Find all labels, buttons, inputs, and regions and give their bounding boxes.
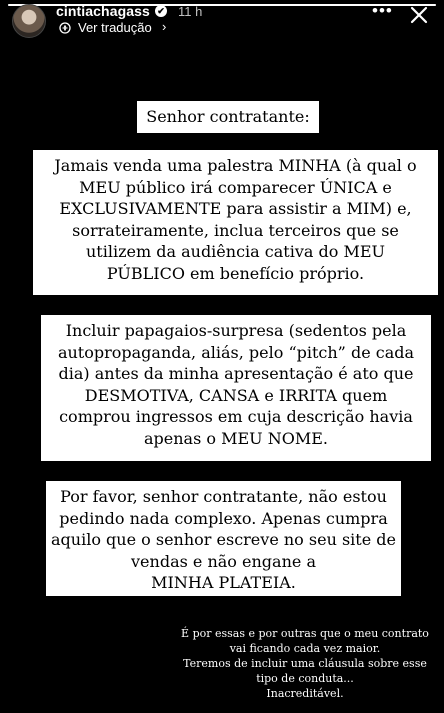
card-title: Senhor contratante:: [137, 101, 319, 133]
story-header: [0, 0, 444, 44]
username[interactable]: cintiachagass: [56, 3, 150, 19]
see-translation-link[interactable]: Ver tradução: [78, 20, 152, 35]
text-card-1: Jamais venda uma palestra MINHA (à qual o MEU público irá comparecer ÚNICA e EXCLUSIVAMENTE para assistir a MIM) e, sorrateiramente, inclua terceiros que se utilizem da audiência cativa do MEU PÚBLICO em benefício próprio.: [33, 150, 438, 295]
text-card-3: Por favor, senhor contratante, não estou pedindo nada complexo. Apenas cumpra aquilo que o senhor escreve no seu site de vendas e não engane a MINHA PLATEIA.: [46, 481, 401, 596]
text-card-2: Incluir papagaios-surpresa (sedentos pela autopropaganda, aliás, pelo “pitch” de cada dia) antes da minha apresentação é ato que DESMOTIVA, CANSA e IRRITA quem comprou ingressos em cuja descrição havia apenas o MEU NOME.: [41, 315, 431, 461]
close-icon[interactable]: [404, 0, 434, 30]
story-caption: É por essas e por outras que o meu contrato vai ficando cada vez maior. Teremos de incluir uma cláusula sobre esse tipo de conduta... Inacreditável.: [181, 627, 429, 700]
verified-badge-icon: ✔: [155, 5, 167, 17]
more-options-icon[interactable]: •••: [372, 1, 393, 20]
avatar[interactable]: [12, 4, 46, 38]
chevron-right-icon[interactable]: ›: [162, 19, 167, 34]
translate-icon[interactable]: [59, 22, 71, 34]
post-time: 11 h: [178, 4, 203, 19]
